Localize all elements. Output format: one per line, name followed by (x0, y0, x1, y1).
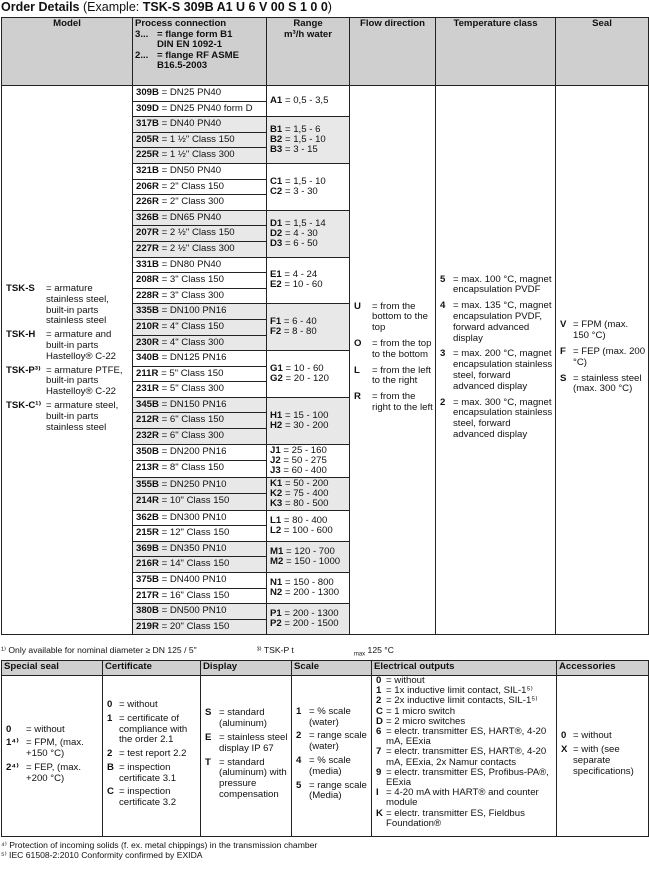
option-item: I = 4-20 mA with HART® and counter module (376, 787, 539, 809)
option-item: 5 = max. 100 °C, magnet encapsulation PVDF (440, 273, 552, 296)
range-item: F1 = 6 - 40 (270, 316, 317, 328)
option-item: D = 2 micro switches (376, 715, 466, 727)
range-item: L1 = 80 - 400 (270, 514, 328, 526)
footnotes-top: ¹⁾ Only available for nominal diameter ≥ DN 125 / 5" ³⁾ TSK-P t $_{max}$ 125 °C (1, 645, 394, 658)
process-connection-item: 215R = 12" Class 150 (133, 526, 267, 542)
range-item: D1 = 1,5 - 14 (270, 217, 326, 229)
header-process-connection: Process connection 3... = flange form B1 DIN EN 1092-1 2... = flange RF ASME B16.5-2003 (133, 18, 267, 86)
range-group (267, 573, 350, 604)
page-title: Order Details (Example: TSK-S 309B A1 U 6 V 00 S 1 0 0) (1, 0, 332, 14)
process-connection-item: 232R = 6" Class 300 (133, 429, 267, 445)
process-connection-item: 227R = 2 ½" Class 300 (133, 241, 267, 257)
process-connection-item: 309B = DN25 PN40 (133, 86, 267, 102)
header-temperature-class: Temperature class (436, 18, 556, 86)
option-item: S = standard (aluminum) (205, 707, 267, 730)
option-item: TSK-P³⁾ = armature PTFE, built-in parts Hastelloy® C-22 (6, 364, 123, 398)
option-item: B = inspection certificate 3.1 (107, 761, 177, 784)
option-item: K = electr. transmitter ES, Fieldbus Foundation® (376, 807, 525, 829)
option-item: R = from the right to the left (354, 391, 433, 413)
range-group (267, 477, 350, 510)
option-item: 0 = without (561, 730, 612, 742)
process-connection-item: 205R = 1 ½" Class 150 (133, 132, 267, 148)
range-item: D2 = 4 - 30 (270, 227, 318, 239)
process-connection-item: 213R = 8" Class 150 (133, 461, 267, 478)
process-connection-item: 216R = 14" Class 150 (133, 557, 267, 573)
footnote-4: ⁴⁾ Protection of incoming solids (f. ex. metal chippings) in the transmission chamber (1, 840, 318, 850)
option-item: O = from the top to the bottom (354, 338, 432, 360)
header-flow-direction: Flow direction (350, 18, 436, 86)
process-notes (135, 30, 264, 72)
option-item: 2 = max. 300 °C, magnet encapsulation stainless steel, forward advanced display (440, 396, 553, 440)
option-item: 7 = electr. transmitter ES, HART®, 4-20 mA, EExia, 2x Namur contacts (376, 746, 547, 768)
header-special-seal: Special seal (2, 661, 103, 676)
process-connection-item: 375B = DN400 PN10 (133, 573, 267, 589)
certificate-options (103, 676, 201, 837)
range-group (267, 86, 350, 117)
range-item: B3 = 3 - 15 (270, 144, 318, 156)
range-item: C1 = 1,5 - 10 (270, 175, 326, 187)
process-connection-item: 208R = 3" Class 150 (133, 273, 267, 289)
option-item: X = with (see separate specifications) (561, 744, 634, 777)
range-item: C2 = 3 - 30 (270, 185, 318, 197)
process-note: 3... = flange form B1 (135, 28, 233, 40)
process-note: 2... = flange RF ASME (135, 49, 240, 61)
option-item: 2 = 2x inductive limit contacts, SIL-1⁵⁾ (376, 695, 538, 707)
process-connection-item: 212R = 6" Class 150 (133, 413, 267, 429)
range-item: H2 = 30 - 200 (270, 419, 329, 431)
option-item: S = stainless steel (max. 300 °C) (560, 372, 642, 395)
header-electrical-outputs: Electrical outputs (372, 661, 557, 676)
range-item: M1 = 120 - 700 (270, 545, 335, 557)
option-item: 2 = test report 2.2 (107, 748, 187, 760)
process-connection-item: 211R = 5" Class 150 (133, 366, 267, 382)
option-item: C = inspection certificate 3.2 (107, 786, 177, 809)
option-item: C = 1 micro switch (376, 705, 456, 717)
model-options (2, 86, 133, 635)
process-connection-item: 230R = 4" Class 300 (133, 335, 267, 351)
process-connection-item: 345B = DN150 PN16 (133, 397, 267, 413)
order-details-table (1, 17, 649, 635)
process-connection-item: 350B = DN200 PN16 (133, 444, 267, 461)
option-item: 0 = without (376, 675, 425, 686)
range-item: K3 = 80 - 500 (270, 497, 329, 509)
process-connection-item: 214R = 10" Class 150 (133, 494, 267, 511)
range-item: J1 = 25 - 160 (270, 444, 327, 456)
process-connection-item: 228R = 3" Class 300 (133, 288, 267, 304)
option-item: 2⁴⁾ = FEP, (max. +200 °C) (6, 761, 82, 784)
range-item: E2 = 10 - 60 (270, 279, 323, 291)
process-connection-item: 340B = DN125 PN16 (133, 351, 267, 367)
option-item: 4 = max. 135 °C, magnet encapsulation PVDF, forward advanced display (440, 300, 552, 344)
range-item: B1 = 1,5 - 6 (270, 124, 321, 136)
process-connection-item: 226R = 2" Class 300 (133, 195, 267, 211)
range-item: B2 = 1,5 - 10 (270, 134, 326, 146)
range-group (267, 117, 350, 164)
option-item: 0 = without (6, 723, 65, 735)
range-group (267, 397, 350, 444)
header-accessories: Accessories (557, 661, 649, 676)
range-item: P1 = 200 - 1300 (270, 608, 339, 620)
process-connection-item: 317B = DN40 PN40 (133, 117, 267, 133)
option-item: T = standard (aluminum) with pressure compensation (205, 756, 287, 800)
option-item: E = stainless steel display IP 67 (205, 731, 288, 754)
range-item: A1 = 0,5 - 3,5 (270, 95, 329, 107)
header-seal: Seal (556, 18, 649, 86)
range-item: L2 = 100 - 600 (270, 524, 333, 536)
process-note: B16.5-2003 (157, 60, 208, 72)
range-item: H1 = 15 - 100 (270, 409, 329, 421)
range-group (267, 257, 350, 304)
footnote-5: ⁵⁾ IEC 61508-2:2010 Conformity confirmed by EXIDA (1, 850, 203, 860)
process-connection-item: 231R = 5" Class 300 (133, 382, 267, 398)
scale-options (292, 676, 372, 837)
temperature-class-options (436, 86, 556, 635)
option-item: V = FPM (max. 150 °C) (560, 319, 629, 342)
option-item: F = FEP (max. 200 °C) (560, 345, 646, 368)
flow-direction-options (350, 86, 436, 635)
process-connection-item: 335B = DN100 PN16 (133, 304, 267, 320)
process-connection-item: 217R = 16" Class 150 (133, 588, 267, 604)
header-certificate: Certificate (103, 661, 201, 676)
option-item: 9 = electr. transmitter ES, Profibus-PA®, EExia (376, 766, 549, 789)
process-connection-item: 362B = DN300 PN10 (133, 510, 267, 526)
range-item: P2 = 200 - 1500 (270, 618, 339, 630)
option-item: 0 = without (107, 698, 158, 710)
range-item: K1 = 50 - 200 (270, 477, 329, 489)
accessories-options (557, 676, 649, 837)
option-item: 6 = electr. transmitter ES, HART®, 4-20 mA, EExia (376, 726, 547, 748)
process-note: DIN EN 1092-1 (157, 39, 223, 51)
range-item: D3 = 6 - 50 (270, 237, 318, 249)
option-item: 2 = range scale (water) (296, 730, 367, 753)
option-item: TSK-C¹⁾ = armature steel, built-in parts stainless steel (6, 399, 119, 433)
range-item: G2 = 20 - 120 (270, 372, 329, 384)
process-connection-item: 207R = 2 ½" Class 150 (133, 226, 267, 242)
range-item: N2 = 200 - 1300 (270, 587, 340, 599)
option-item: L = from the left to the right (354, 364, 431, 387)
range-group (267, 351, 350, 398)
option-item: 1⁴⁾ = FPM, (max. +150 °C) (6, 737, 84, 760)
process-connection-item: 380B = DN500 PN10 (133, 604, 267, 620)
option-item: 1 = % scale (water) (296, 705, 351, 728)
range-item: K2 = 75 - 400 (270, 487, 329, 499)
special-seal-options (2, 676, 103, 837)
range-item: E1 = 4 - 24 (270, 269, 318, 281)
process-connection-item: 210R = 4" Class 150 (133, 319, 267, 335)
range-item: J3 = 60 - 400 (270, 464, 327, 476)
option-item: TSK-S = armature stainless steel, built-in parts stainless steel (6, 283, 109, 327)
process-connection-item: 219R = 20" Class 150 (133, 619, 267, 635)
header-range: Range m³/h water (267, 18, 350, 86)
range-item: F2 = 8 - 80 (270, 326, 317, 338)
option-item: 3 = max. 200 °C, magnet encapsulation stainless steel, forward advanced display (440, 348, 553, 392)
range-item: G1 = 10 - 60 (270, 362, 324, 374)
seal-options (556, 86, 649, 635)
process-connection-item: 355B = DN250 PN10 (133, 477, 267, 494)
option-item: 1 = 1x inductive limit contact, SIL-1⁵⁾ (376, 685, 533, 697)
header-model: Model (2, 18, 133, 86)
range-item: J2 = 50 - 275 (270, 454, 327, 466)
process-connection-item: 321B = DN50 PN40 (133, 163, 267, 179)
option-item: 5 = range scale (Media) (296, 779, 367, 802)
option-item: 1 = certificate of compliance with the order 2.1 (107, 712, 188, 746)
range-group (267, 304, 350, 351)
range-group (267, 163, 350, 210)
process-connection-item: 326B = DN65 PN40 (133, 210, 267, 226)
range-group (267, 604, 350, 635)
process-connection-item: 369B = DN350 PN10 (133, 541, 267, 557)
range-item: N1 = 150 - 800 (270, 577, 334, 589)
process-connection-item: 331B = DN80 PN40 (133, 257, 267, 273)
process-connection-item: 225R = 1 ½" Class 300 (133, 148, 267, 164)
process-connection-item: 206R = 2" Class 150 (133, 179, 267, 195)
options-table (1, 660, 649, 837)
header-display: Display (201, 661, 292, 676)
option-item: 4 = % scale (media) (296, 755, 351, 777)
display-options (201, 676, 292, 837)
range-group (267, 210, 350, 257)
process-row (2, 86, 649, 102)
process-connection-item: 309D = DN25 PN40 form D (133, 101, 267, 117)
range-group (267, 541, 350, 572)
electrical-output-options (372, 676, 557, 837)
option-item: TSK-H = armature and built-in parts Hastelloy® C-22 (6, 329, 116, 362)
range-group (267, 444, 350, 477)
option-item: U = from the bottom to the top (354, 300, 428, 334)
header-scale: Scale (292, 661, 372, 676)
range-group (267, 510, 350, 541)
range-item: M2 = 150 - 1000 (270, 555, 341, 567)
